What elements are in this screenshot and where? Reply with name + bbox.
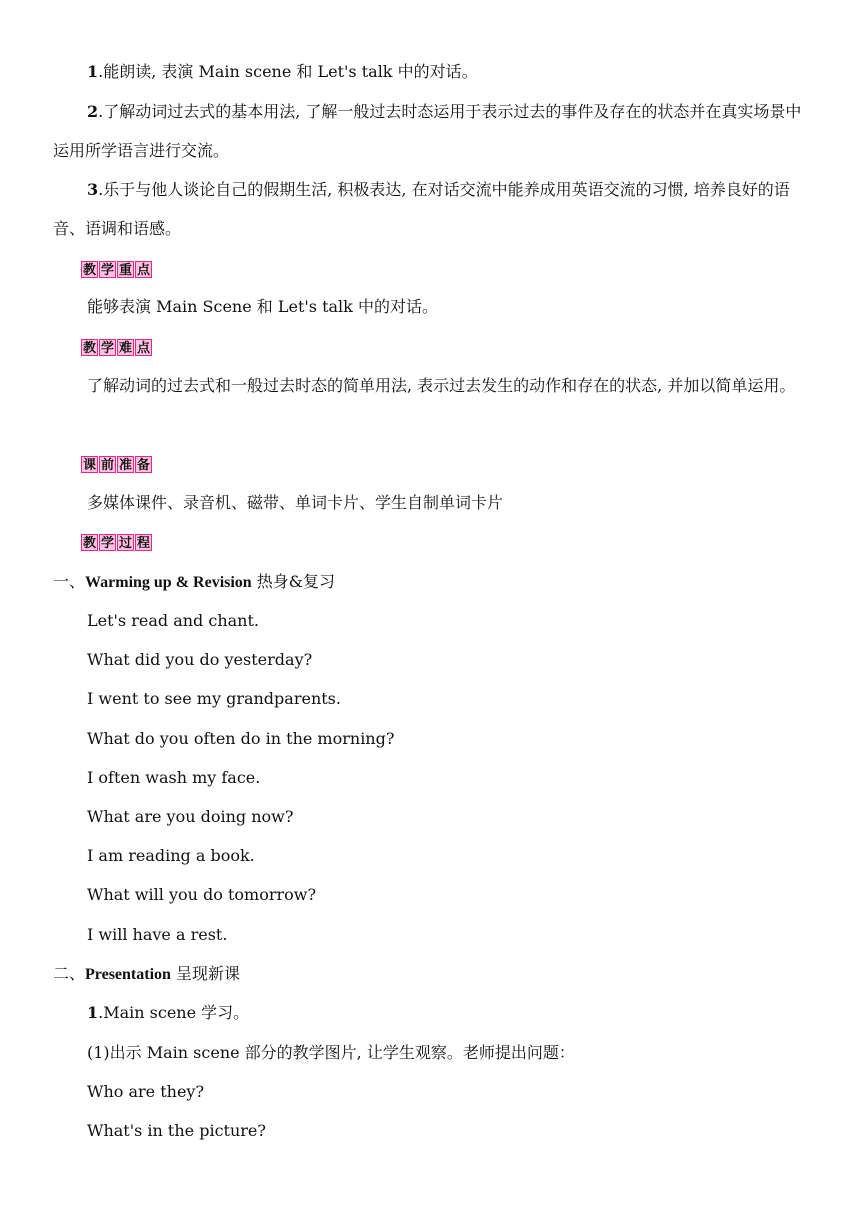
objective-3-text: .乐于与他人谈论自己的假期生活, 积极表达, 在对话交流中能养成用英语交流的习惯, 培养良好的语音、语调和语感。 bbox=[53, 180, 790, 238]
process-badge bbox=[81, 534, 152, 551]
section-2-line: What's in the picture? bbox=[87, 1121, 266, 1140]
section-2-line: (1)出示 Main scene 部分的教学图片, 让学生观察。老师提出问题： bbox=[87, 1043, 575, 1062]
section-1-line: What do you often do in the morning? bbox=[87, 729, 395, 748]
section-1-line: I went to see my grandparents. bbox=[87, 689, 341, 708]
badge-char: 难 bbox=[118, 341, 132, 356]
objective-1-number: 1 bbox=[87, 62, 99, 81]
objective-3-number: 3 bbox=[87, 180, 99, 199]
preparation-text: 多媒体课件、录音机、磁带、单词卡片、学生自制单词卡片 bbox=[87, 493, 504, 512]
badge-char: 前 bbox=[100, 458, 114, 473]
section-1-heading bbox=[53, 572, 335, 593]
badge-char: 程 bbox=[136, 536, 150, 551]
section-1-line: I will have a rest. bbox=[87, 925, 228, 944]
section-2-title-cn: 呈现新课 bbox=[170, 964, 241, 983]
badge-char: 过 bbox=[118, 536, 132, 551]
section-1-line: Let's read and chant. bbox=[87, 611, 259, 630]
key-points-badge bbox=[81, 261, 152, 278]
badge-char: 学 bbox=[100, 536, 114, 551]
section-1-line: What are you doing now? bbox=[87, 807, 294, 826]
section-1-prefix: 一、 bbox=[53, 572, 86, 591]
section-2-line: Who are they? bbox=[87, 1082, 205, 1101]
key-points-text: 能够表演 Main Scene 和 Let's talk 中的对话。 bbox=[87, 297, 438, 316]
badge-char: 点 bbox=[136, 263, 150, 278]
section-1-title-cn: 热身&复习 bbox=[251, 572, 336, 591]
badge-char: 备 bbox=[136, 458, 150, 473]
section-2-prefix: 二、 bbox=[53, 964, 86, 983]
section-1-line: What did you do yesterday? bbox=[87, 650, 313, 669]
badge-char: 教 bbox=[82, 536, 96, 551]
section-1-line: I am reading a book. bbox=[87, 846, 255, 865]
difficulties-text: 了解动词的过去式和一般过去时态的简单用法, 表示过去发生的动作和存在的状态, 并加以简单运用。 bbox=[87, 376, 796, 395]
badge-char: 学 bbox=[100, 263, 114, 278]
objective-2 bbox=[53, 92, 807, 170]
section-2-sub-text: .Main scene 学习。 bbox=[98, 1003, 250, 1022]
difficulties-badge bbox=[81, 339, 152, 356]
section-1-line: I often wash my face. bbox=[87, 768, 261, 787]
section-1-title-en: Warming up & Revision bbox=[85, 574, 252, 591]
section-2-sub-number: 1 bbox=[87, 1003, 99, 1022]
objective-1-text: .能朗读, 表演 Main scene 和 Let's talk 中的对话。 bbox=[98, 62, 478, 81]
objective-1 bbox=[53, 52, 807, 91]
badge-char: 教 bbox=[82, 263, 96, 278]
objective-2-text: .了解动词过去式的基本用法, 了解一般过去时态运用于表示过去的事件及存在的状态并在真实场景中运用所学语言进行交流。 bbox=[53, 102, 802, 160]
section-2-subheading bbox=[87, 1003, 249, 1023]
preparation-badge bbox=[81, 456, 152, 473]
objective-2-number: 2 bbox=[87, 102, 99, 121]
section-1-line: What will you do tomorrow? bbox=[87, 885, 317, 904]
section-2-heading bbox=[53, 964, 240, 985]
badge-char: 课 bbox=[82, 458, 96, 473]
section-2-title-en: Presentation bbox=[85, 966, 171, 983]
objective-3 bbox=[53, 170, 807, 248]
badge-char: 重 bbox=[118, 263, 132, 278]
badge-char: 学 bbox=[100, 341, 114, 356]
badge-char: 教 bbox=[82, 341, 96, 356]
badge-char: 准 bbox=[118, 458, 132, 473]
badge-char: 点 bbox=[136, 341, 150, 356]
